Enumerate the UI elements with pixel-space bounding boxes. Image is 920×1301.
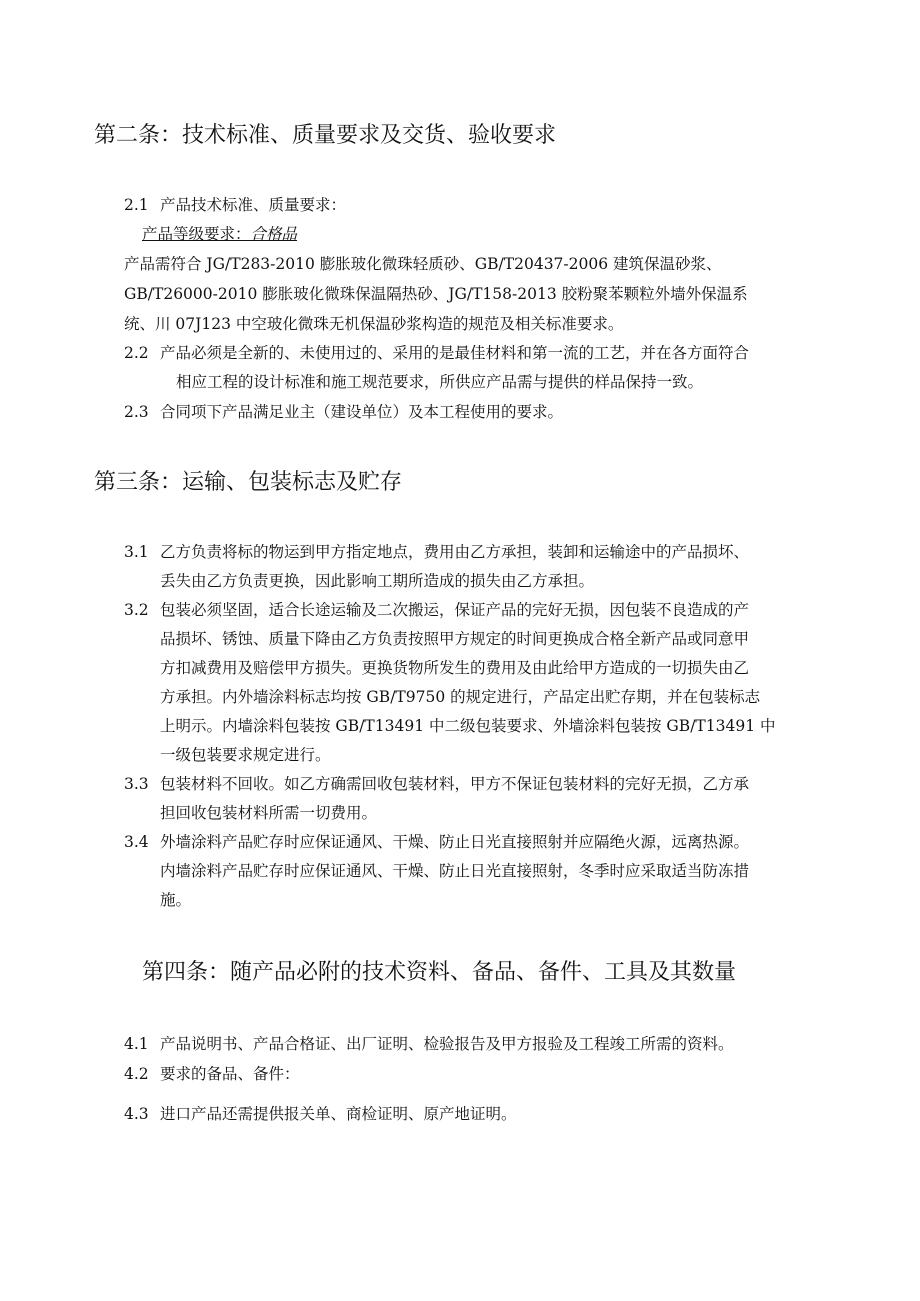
clause-text: 上明示。内墙涂料包装按 GB/T13491 中二级包装要求、外墙涂料包装按 GB/T13491 中	[160, 717, 776, 735]
clause-number: 3.3	[124, 775, 149, 793]
clause-text: 一级包装要求规定进行。	[160, 746, 331, 764]
clause-text: 产品技术标准、质量要求：	[160, 196, 347, 214]
clause-text: 方承担。内外墙涂料标志均按 GB/T9750 的规定进行，产品定出贮存期，并在包装标志	[160, 688, 761, 706]
section-3-heading: 第三条：运输、包装标志及贮存	[94, 470, 403, 495]
grade-requirement	[142, 221, 297, 247]
clause-text: 施。	[160, 891, 192, 909]
clause-number: 2.1	[124, 196, 149, 214]
clause-text: 外墙涂料产品贮存时应保证通风、干燥、防止日光直接照射并应隔绝火源，远离热源。	[160, 833, 750, 851]
clause-text: 包装材料不回收。如乙方确需回收包装材料，甲方不保证包装材料的完好无损，乙方承	[160, 775, 750, 793]
clause-text: 包装必须坚固，适合长途运输及二次搬运，保证产品的完好无损，因包装不良造成的产	[160, 601, 750, 619]
clause-number: 2.3	[124, 403, 149, 421]
clause-number: 3.2	[124, 601, 149, 619]
clause-text: 产品说明书、产品合格证、出厂证明、检验报告及甲方报验及工程竣工所需的资料。	[160, 1035, 734, 1053]
clause-text: 要求的备品、备件：	[160, 1065, 300, 1083]
clause-text: 产品需符合 JG/T283-2010 膨胀玻化微珠轻质砂、GB/T20437-2006 建筑保温砂浆、	[124, 255, 722, 273]
clause-text: 品损坏、锈蚀、质量下降由乙方负责按照甲方规定的时间更换成合格全新产品或同意甲	[160, 630, 750, 648]
clause-number: 3.4	[124, 833, 149, 851]
clause-text: 内墙涂料产品贮存时应保证通风、干燥、防止日光直接照射，冬季时应采取适当防冻措	[160, 862, 750, 880]
clause-text: GB/T26000-2010 膨胀玻化微珠保温隔热砂、JG/T158-2013 胶粉聚苯颗粒外墙外保温系	[124, 285, 748, 303]
grade-label: 产品等级要求：	[142, 225, 251, 243]
clause-text: 产品必须是全新的、未使用过的、采用的是最佳材料和第一流的工艺，并在各方面符合	[160, 344, 750, 362]
clause-number: 2.2	[124, 344, 149, 362]
clause-text: 相应工程的设计标准和施工规范要求，所供应产品需与提供的样品保持一致。	[176, 373, 704, 391]
clause-text: 担回收包装材料所需一切费用。	[160, 804, 378, 822]
section-2-heading: 第二条：技术标准、质量要求及交货、验收要求	[94, 123, 557, 148]
clause-number: 4.1	[124, 1035, 149, 1053]
clause-text: 合同项下产品满足业主（建设单位）及本工程使用的要求。	[160, 403, 564, 421]
clause-text: 进口产品还需提供报关单、商检证明、原产地证明。	[160, 1105, 517, 1123]
clause-number: 4.2	[124, 1065, 149, 1083]
clause-number: 4.3	[124, 1105, 149, 1123]
clause-text: 统、川 07J123 中空玻化微珠无机保温砂浆构造的规范及相关标准要求。	[124, 315, 624, 333]
clause-text: 乙方负责将标的物运到甲方指定地点，费用由乙方承担，装卸和运输途中的产品损坏、	[160, 543, 750, 561]
clause-text: 方扣减费用及赔偿甲方损失。更换货物所发生的费用及由此给甲方造成的一切损失由乙	[160, 659, 750, 677]
clause-number: 3.1	[124, 543, 149, 561]
section-4-heading: 第四条：随产品必附的技术资料、备品、备件、工具及其数量	[142, 960, 737, 985]
grade-value: 合格品	[250, 225, 298, 243]
clause-text: 丢失由乙方负责更换，因此影响工期所造成的损失由乙方承担。	[160, 572, 595, 590]
